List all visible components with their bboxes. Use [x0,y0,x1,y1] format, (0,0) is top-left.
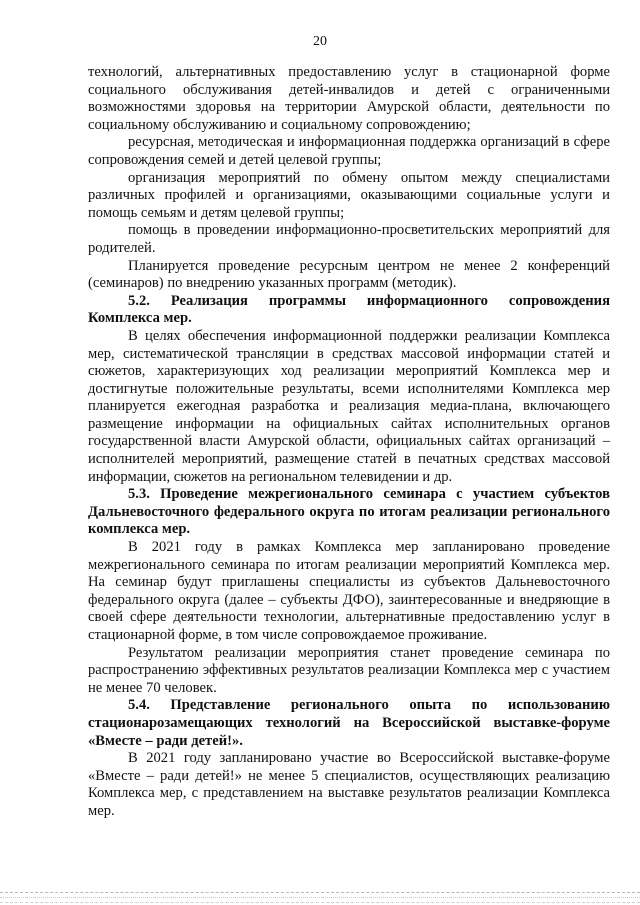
paragraph: Планируется проведение ресурсным центром не менее 2 конференций (семинаров) по внедрению указанных программ (методик). [88,257,610,292]
page-number: 20 [313,34,327,49]
section-heading: 5.3. Проведение межрегионального семинара с участием субъектов Дальневосточного федерального округа по итогам реализации регионального комплекса мер. [88,486,610,538]
paragraph: помощь в проведении информационно-просветительских мероприятий для родителей. [88,222,610,256]
paragraph: В целях обеспечения информационной поддержки реализации Комплекса мер, систематической трансляции в средствах массовой информации статей и сюжетов, характеризующих ход реализации мероприятий Комплекса мер и достигнутые положительные результаты, всеми исполнителями Комплекса мер планируется ежегодная разработка и реализация медиа-плана, включающего размещение информации на официальных сайтах исполнительных органов государственной власти Амурской области, официальных сайтах организаций – исполнителей мероприятий, размещение статей в печатных средствах массовой информации, сюжетов на региональном телевидении и др. [88,327,610,485]
paragraph: Результатом реализации мероприятия станет проведение семинара по распространению эффективных результатов реализации Комплекса мер с участием не менее 70 человек. [88,644,610,696]
section-heading: 5.2. Реализация программы информационного сопровождения Комплекса мер. [88,292,610,327]
document-body [88,64,610,821]
paragraph: ресурсная, методическая и информационная поддержка организаций в сфере сопровождения семей и детей целевой группы; [88,134,610,168]
scan-edge-line [0,892,640,893]
scan-edge-line [0,902,640,903]
paragraph: В 2021 году запланировано участие во Всероссийской выставке-форуме «Вместе – ради детей!» не менее 5 специалистов, осуществляющих реализацию Комплекса мер, с представлением на выставке результатов реализации Комплекса мер. [88,750,610,819]
scan-edge-line [0,897,640,898]
paragraph: В 2021 году в рамках Комплекса мер запланировано проведение межрегионального семинара по итогам реализации мероприятий Комплекса мер. На семинар будут приглашены специалисты из субъектов Дальневосточного федерального округа (далее – субъекты ДФО), заинтересованные и внедряющие в своей сфере деятельности технологии, альтернативные предоставлению услуг в стационарной форме, в том числе сопровождаемое проживание. [88,539,610,643]
paragraph: технологий, альтернативных предоставлению услуг в стационарной форме социального обслуживания детей-инвалидов и детей с ограниченными возможностями здоровья на территории Амурской области, деятельности по социальному обслуживанию и социальному сопровождению; [88,64,610,133]
section-heading: 5.4. Представление регионального опыта по использованию стационарозамещающих технологий на Всероссийской выставке-форуме «Вместе – ради детей!». [88,697,610,749]
paragraph: организация мероприятий по обмену опытом между специалистами различных профилей и организациями, оказывающими социальные услуги и помощь семьям и детям целевой группы; [88,169,610,221]
